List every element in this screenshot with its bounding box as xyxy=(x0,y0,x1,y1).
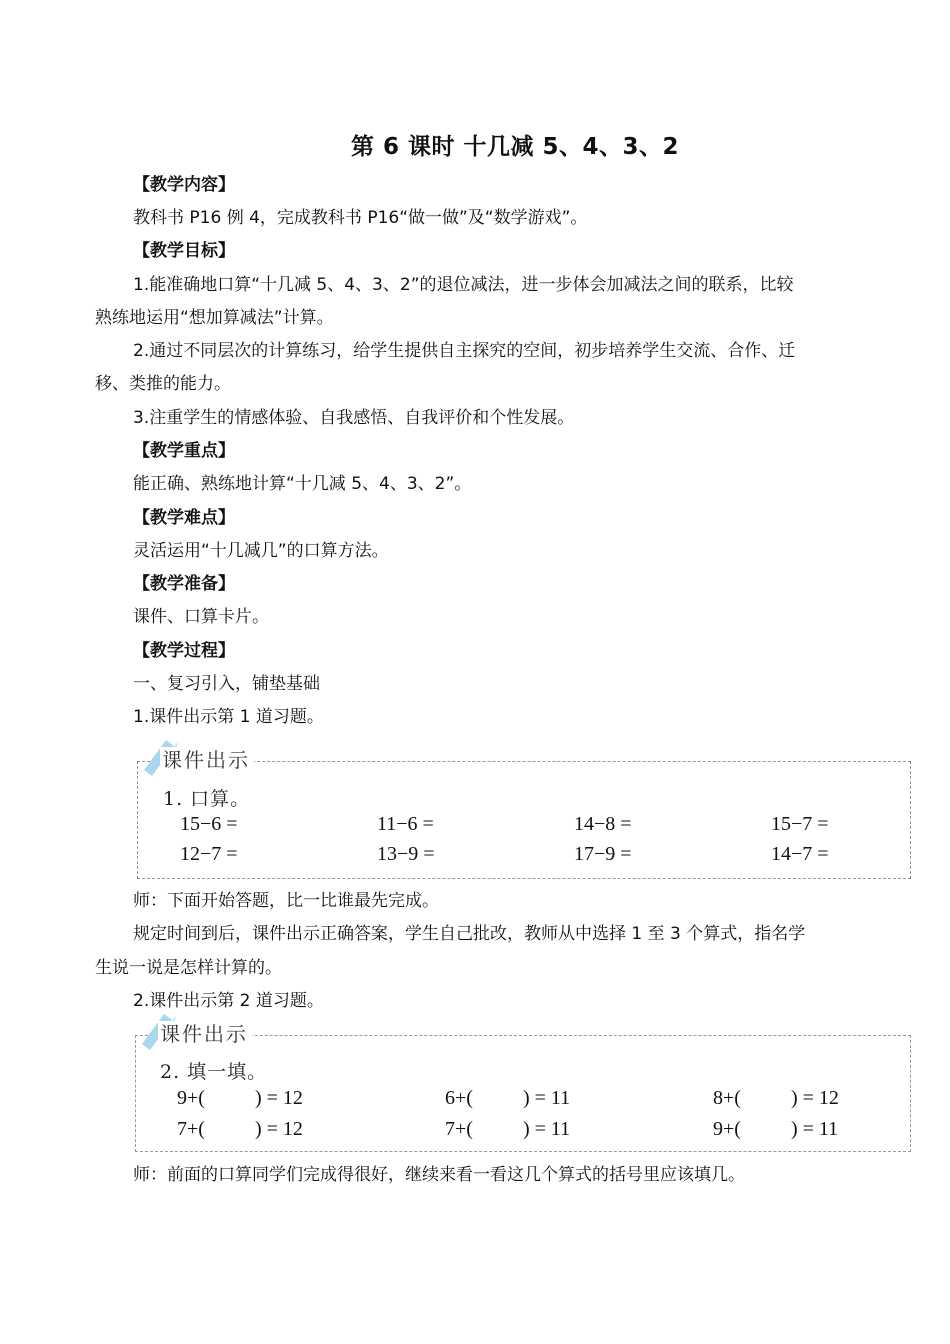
fill-expr-2: 6+( ) = 11 xyxy=(445,1087,571,1109)
prep-text: 课件、口算卡片。 xyxy=(133,607,269,627)
fill-expr-4: 7+( ) = 12 xyxy=(177,1118,303,1140)
expr-1-4: 15−7 = xyxy=(771,813,829,835)
difficulty-heading: 【教学难点】 xyxy=(133,508,235,528)
box1-title: 1. 口算。 xyxy=(163,788,251,810)
process-heading: 【教学过程】 xyxy=(133,641,235,661)
content-heading: 【教学内容】 xyxy=(133,175,235,195)
courseware-label-1: 课件出示 xyxy=(160,747,254,773)
content-text: 教科书 P16 例 4，完成教科书 P16“做一做”及“数学游戏”。 xyxy=(133,208,588,228)
goal2-line2: 移、类推的能力。 xyxy=(95,374,231,394)
expr-1-2: 11−6 = xyxy=(377,813,434,835)
expr-1-6: 13−9 = xyxy=(377,843,435,865)
step1-text: 1.课件出示第 1 道习题。 xyxy=(133,707,324,727)
teacher-line-1: 师：下面开始答题，比一比谁最先完成。 xyxy=(133,891,439,911)
fill-expr-5: 7+( ) = 11 xyxy=(445,1118,571,1140)
part1-heading: 一、复习引入，铺垫基础 xyxy=(133,674,320,694)
expr-1-1: 15−6 = xyxy=(180,813,238,835)
expr-1-3: 14−8 = xyxy=(574,813,632,835)
key-heading: 【教学重点】 xyxy=(133,441,235,461)
key-text: 能正确、熟练地计算“十几减 5、4、3、2”。 xyxy=(133,474,472,494)
para1-line1: 规定时间到后，课件出示正确答案，学生自己批改，教师从中选择 1 至 3 个算式，指名学 xyxy=(133,924,806,944)
page-title: 第 6 课时 十几减 5、4、3、2 xyxy=(350,134,680,160)
courseware-label-2: 课件出示 xyxy=(158,1021,252,1047)
box2-title: 2. 填一填。 xyxy=(160,1061,268,1083)
fill-expr-1: 9+( ) = 12 xyxy=(177,1087,303,1109)
expr-1-8: 14−7 = xyxy=(771,843,829,865)
goal1-line1: 1.能准确地口算“十几减 5、4、3、2”的退位减法，进一步体会加减法之间的联系，比较 xyxy=(133,275,794,295)
para1-line2: 生说一说是怎样计算的。 xyxy=(95,958,282,978)
goal2-line1: 2.通过不同层次的计算练习，给学生提供自主探究的空间，初步培养学生交流、合作、迁 xyxy=(133,341,796,361)
expr-1-7: 17−9 = xyxy=(574,843,632,865)
prep-heading: 【教学准备】 xyxy=(133,574,235,594)
fill-expr-3: 8+( ) = 12 xyxy=(713,1087,839,1109)
goal1-line2: 熟练地运用“想加算减法”计算。 xyxy=(95,308,334,328)
expr-1-5: 12−7 = xyxy=(180,843,238,865)
fill-expr-6: 9+( ) = 11 xyxy=(713,1118,839,1140)
goals-heading: 【教学目标】 xyxy=(133,241,235,261)
goal3: 3.注重学生的情感体验、自我感悟、自我评价和个性发展。 xyxy=(133,408,575,428)
step2-text: 2.课件出示第 2 道习题。 xyxy=(133,991,324,1011)
teacher-line-2: 师：前面的口算同学们完成得很好，继续来看一看这几个算式的括号里应该填几。 xyxy=(133,1165,745,1185)
difficulty-text: 灵活运用“十几减几”的口算方法。 xyxy=(133,541,389,561)
